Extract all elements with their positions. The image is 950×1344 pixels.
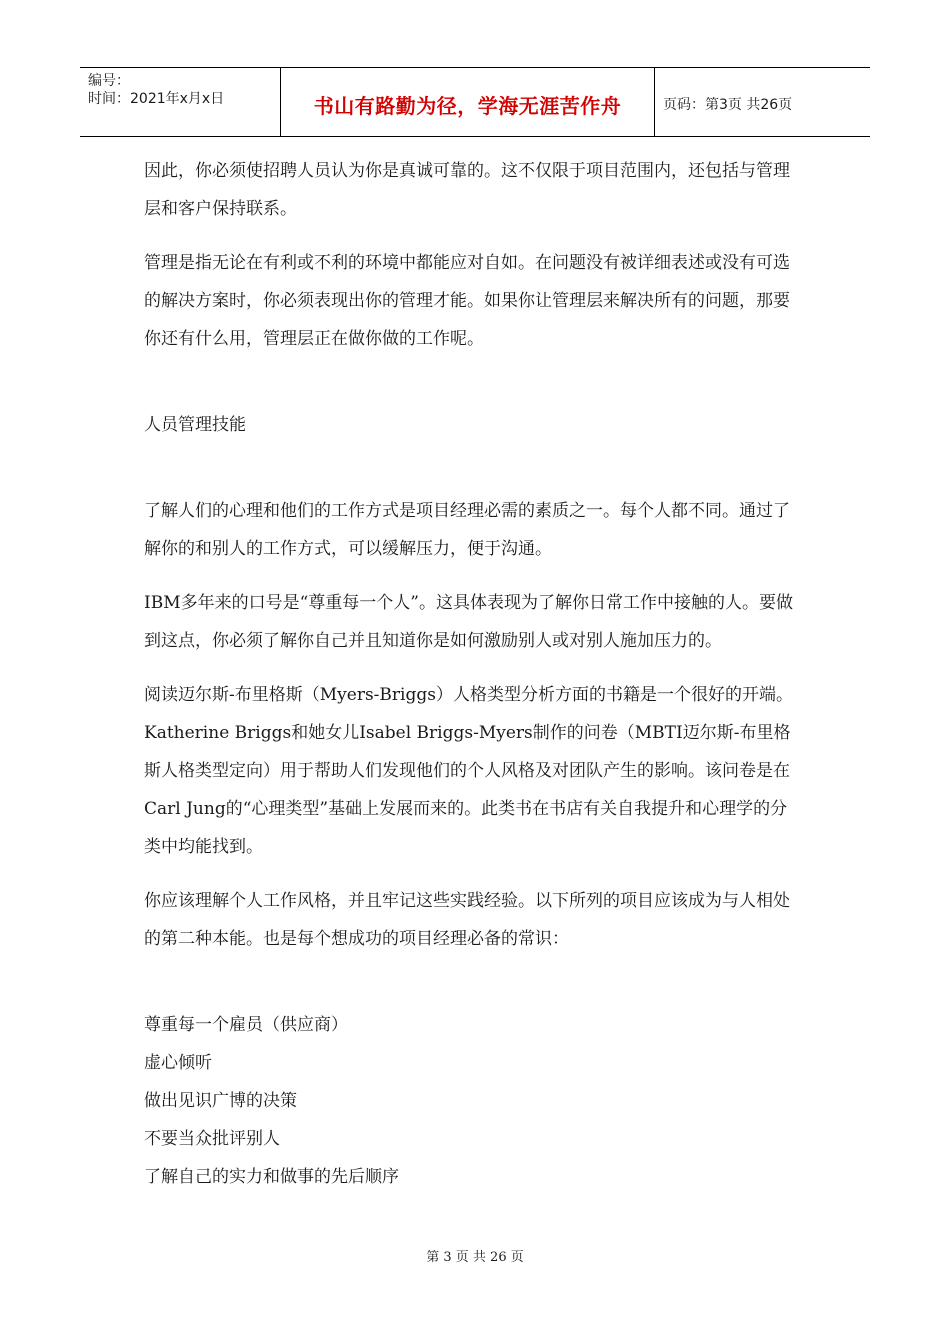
paragraph: 阅读迈尔斯-布里格斯（Myers-Briggs）人格类型分析方面的书籍是一个很好的开端。Katherine Briggs和她女儿Isabel Briggs-Myers制作的问卷（MBTI迈尔斯-布里格斯人格类型定向）用于帮助人们发现他们的个人风格及对团队产生的影响。该问卷是在Carl Jung的“心理类型”基础上发展而来的。此类书在书店有关自我提升和心理学的分类中均能找到。 — [144, 685, 793, 857]
paragraph: IBM多年来的口号是“尊重每一个人”。这具体表现为了解你日常工作中接触的人。要做到这点，你必须了解你自己并且知道你是如何激励别人或对别人施加压力的。 — [144, 593, 793, 651]
document-number-label: 编号： — [88, 73, 130, 89]
header-meta — [80, 68, 281, 136]
section-heading: 人员管理技能 — [144, 415, 246, 435]
header-page-info: 页码：第3页 共26页 — [663, 97, 793, 113]
page-footer: 第 3 页 共 26 页 — [426, 1250, 524, 1265]
paragraph: 管理是指无论在有利或不利的环境中都能应对自如。在问题没有被详细表述或没有可选的解决方案时，你必须表现出你的管理才能。如果你让管理层来解决所有的问题，那要你还有什么用，管理层正在做你做的工作呢。 — [144, 253, 790, 349]
paragraph: 了解人们的心理和他们的工作方式是项目经理必需的素质之一。每个人都不同。通过了解你的和别人的工作方式，可以缓解压力，便于沟通。 — [144, 501, 790, 559]
list-item: 不要当众批评别人 — [144, 1129, 280, 1149]
list-item: 尊重每一个雇员（供应商） — [144, 1015, 348, 1035]
list-item: 了解自己的实力和做事的先后顺序 — [144, 1167, 399, 1187]
paragraph: 你应该理解个人工作风格，并且牢记这些实践经验。以下所列的项目应该成为与人相处的第二种本能。也是每个想成功的项目经理必备的常识： — [144, 891, 790, 949]
document-body — [144, 152, 804, 1196]
header-motto: 书山有路勤为径，学海无涯苦作舟 — [281, 68, 655, 136]
practice-list — [144, 1006, 804, 1196]
list-item: 做出见识广博的决策 — [144, 1091, 297, 1111]
document-date: 时间：2021年x月x日 — [88, 91, 225, 107]
page-header — [80, 67, 870, 137]
paragraph: 因此，你必须使招聘人员认为你是真诚可靠的。这不仅限于项目范围内，还包括与管理层和客户保持联系。 — [144, 161, 790, 219]
list-item: 虚心倾听 — [144, 1053, 212, 1073]
